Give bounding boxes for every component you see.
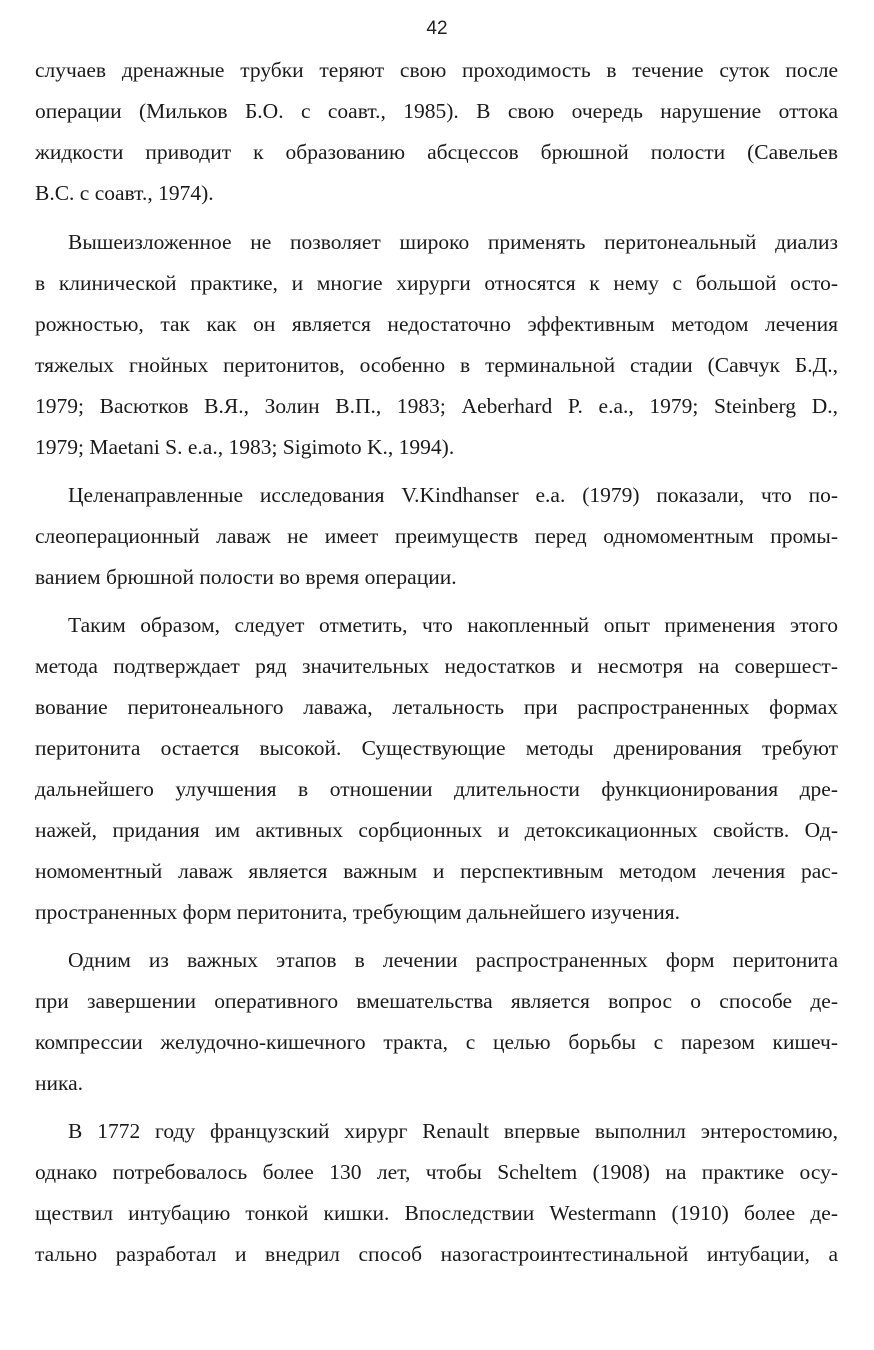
paragraph-1-line-3: жидкости приводит к образованию абсцессов брюшной полости (Савельев (35, 140, 838, 164)
paragraph-6-line-2: однако потребовалось более 130 лет, чтобы Scheltem (1908) на практике осу- (35, 1160, 838, 1184)
paragraph-1-line-2: операции (Мильков Б.О. с соавт., 1985). В свою очередь нарушение оттока (35, 99, 838, 123)
paragraph-2-line-1: Вышеизложенное не позволяет широко применять перитонеальный диализ (68, 230, 838, 254)
paragraph-5-line-3: компрессии желудочно-кишечного тракта, с целью борьбы с парезом кишеч- (35, 1030, 838, 1054)
paragraph-1-line-4: В.С. с соавт., 1974). (35, 181, 214, 205)
paragraph-1-line-1: случаев дренажные трубки теряют свою проходимость в течение суток после (35, 58, 838, 82)
paragraph-3-line-2: слеоперационный лаваж не имеет преимуществ перед одномоментным промы- (35, 524, 838, 548)
paragraph-6-line-4: тально разработал и внедрил способ назогастроинтестинальной интубации, а (35, 1242, 838, 1266)
paragraph-4-line-1: Таким образом, следует отметить, что накопленный опыт применения этого (68, 613, 838, 637)
paragraph-2-line-4: тяжелых гнойных перитонитов, особенно в терминальной стадии (Савчук Б.Д., (35, 353, 838, 377)
paragraph-4-line-2: метода подтверждает ряд значительных недостатков и несмотря на совершест- (35, 654, 838, 678)
paragraph-5-line-4: ника. (35, 1071, 84, 1095)
paragraph-3-line-3: ванием брюшной полости во время операции. (35, 565, 457, 589)
paragraph-2-line-2: в клинической практике, и многие хирурги относятся к нему с большой осто- (35, 271, 838, 295)
paragraph-5-line-1: Одним из важных этапов в лечении распространенных форм перитонита (68, 948, 838, 972)
paragraph-4-line-6: нажей, придания им активных сорбционных и детоксикационных свойств. Од- (35, 818, 838, 842)
paragraph-2-line-5: 1979; Васютков В.Я., Золин В.П., 1983; Aeberhard P. e.a., 1979; Steinberg D., (35, 394, 838, 418)
paragraph-4-line-8: пространенных форм перитонита, требующим дальнейшего изучения. (35, 900, 680, 924)
paragraph-6-line-1: В 1772 году французский хирург Renault впервые выполнил энтеростомию, (68, 1119, 838, 1143)
paragraph-4-line-7: номоментный лаваж является важным и перспективным методом лечения рас- (35, 859, 838, 883)
paragraph-4-line-5: дальнейшего улучшения в отношении длительности функционирования дре- (35, 777, 838, 801)
paragraph-2-line-6: 1979; Maetani S. e.a., 1983; Sigimoto K., 1994). (35, 435, 455, 459)
paragraph-4-line-4: перитонита остается высокой. Существующие методы дренирования требуют (35, 736, 838, 760)
paragraph-5-line-2: при завершении оперативного вмешательства является вопрос о способе де- (35, 989, 838, 1013)
paragraph-3-line-1: Целенаправленные исследования V.Kindhanser e.a. (1979) показали, что по- (68, 483, 838, 507)
paragraph-6-line-3: ществил интубацию тонкой кишки. Впоследствии Westermann (1910) более де- (35, 1201, 838, 1225)
paragraph-2-line-3: рожностью, так как он является недостаточно эффективным методом лечения (35, 312, 838, 336)
page-number: 42 (426, 18, 448, 39)
paragraph-4-line-3: вование перитонеального лаважа, летальность при распространенных формах (35, 695, 838, 719)
